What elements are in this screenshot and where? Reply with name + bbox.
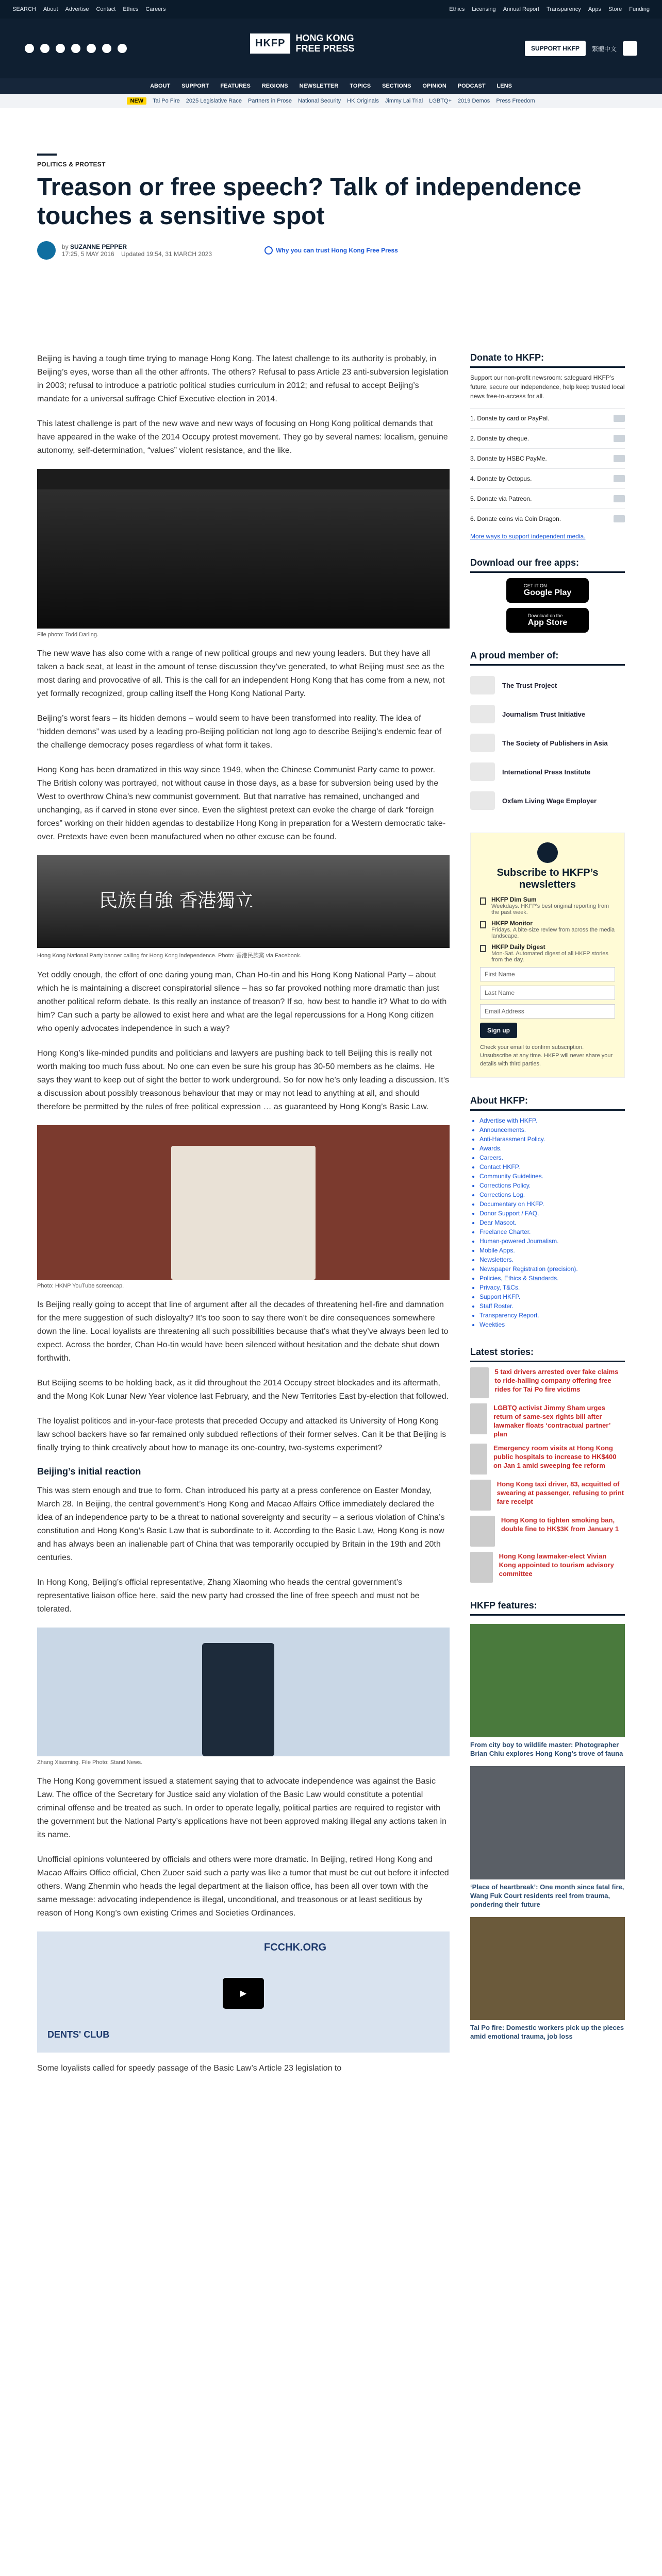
topbar-about[interactable]: About <box>43 6 58 12</box>
article-content <box>37 352 450 2087</box>
nav-about[interactable]: ABOUT <box>150 83 171 89</box>
member-logo <box>470 791 495 810</box>
paragraph: Is Beijing really going to accept that line of argument after all the decades of threatening hell-fire and damnation for the mere suggestion of such disloyalty? It’s too soon to say there won’t be dire consequences somewhere down the line. Local loyalists are threatening all such possibilities because that’s what they’ve always been led to expect. Across the border, Chan Ho-tin would have been silenced without hesitation and the debate shut down forthwith. <box>37 1300 449 1363</box>
member-row[interactable] <box>470 728 625 757</box>
topbar-contact[interactable]: Contact <box>96 6 116 12</box>
trending-item[interactable]: 2019 Demos <box>457 98 490 104</box>
story-thumbnail <box>470 1480 491 1511</box>
brand-line-2: FREE PRESS <box>295 43 355 54</box>
donate-label: 6. Donate coins via Coin Dragon. <box>470 515 561 522</box>
nav-newsletter[interactable]: NEWSLETTER <box>299 83 339 89</box>
section-label[interactable]: POLITICS & PROTEST <box>37 161 106 168</box>
donate-label: 2. Donate by cheque. <box>470 435 529 442</box>
story-title[interactable]: 5 taxi drivers arrested over fake claims to ride-hailing company offering free rides for Tai Po fire victims <box>494 1368 619 1393</box>
story-item[interactable] <box>470 1367 625 1398</box>
member-row[interactable] <box>470 757 625 786</box>
checkbox[interactable] <box>480 945 486 952</box>
date-published: 17:25, 5 MAY 2016 <box>62 250 114 258</box>
topbar-search[interactable]: SEARCH <box>12 6 36 12</box>
member-logo <box>470 762 495 781</box>
last-name-field[interactable]: Last Name <box>480 986 615 1000</box>
member-row[interactable] <box>470 786 625 815</box>
photo-zhang <box>37 1628 450 1756</box>
dates <box>62 250 212 258</box>
member-row[interactable] <box>470 700 625 728</box>
trending-item[interactable]: LGBTQ+ <box>429 98 452 104</box>
donate-row[interactable] <box>470 408 625 428</box>
figure <box>37 1628 450 1766</box>
donate-row[interactable] <box>470 488 625 509</box>
about-item[interactable]: • Privacy, T&Cs. <box>479 1283 625 1292</box>
fcc-side: DENTS' CLUB <box>47 2029 110 2040</box>
story-item[interactable] <box>470 1444 625 1475</box>
paragraph: The Hong Kong government issued a statement saying that to advocate independence was against the Basic Law. The office of the Secretary for Justice said any violation of the Basic Law would constitute a potential criminal offense and be treated as such. In order to operate legally, political parties are required to register with the government but the National Party’s applications have not been approved making illegal any actions taken in its name. <box>37 1777 446 1839</box>
trending-item[interactable]: Partners in Prose <box>247 98 292 104</box>
why-trust-link[interactable] <box>264 246 398 255</box>
paragraph: Beijing’s worst fears – its hidden demons – would seem to have been transformed into reality. The idea of “hidden demons” was used by a leading pro-Beijing politician not long ago to describe Beijing’s endemic fear of the challenge democracy poses regardless of what form it takes. <box>37 714 442 750</box>
hkfp-logo[interactable]: HKFP <box>250 33 290 54</box>
site-header <box>0 19 662 78</box>
story-item[interactable] <box>470 1552 625 1583</box>
play-icon[interactable]: ▶ <box>223 1978 264 2009</box>
top-left-links <box>12 6 166 12</box>
top-right-links <box>449 6 650 12</box>
nav-opinion[interactable]: OPINION <box>422 83 446 89</box>
checkbox[interactable] <box>480 921 486 928</box>
youtube-icon[interactable] <box>87 44 96 53</box>
option-desc: Weekdays. HKFP’s best original reporting from the past week. <box>491 903 609 916</box>
features-block <box>470 1600 625 2041</box>
paragraph: Hong Kong’s like-minded pundits and politicians and lawyers are pushing back to tell Beijing this is really not worth making too much fuss about. No one can even be sure his group has 30-50 members as he claims. He says they want to keep out of sight the better to work underground. So for now he’s only leading a discussion. It’s a discussion about possibly treasonous behaviour that may or may not lead to anything at all, and should therefore be permitted by the rules of free political expression … as guaranteed by Hong Kong’s Basic Law. <box>37 1049 449 1111</box>
member-name: International Press Institute <box>502 768 591 776</box>
about-item[interactable]: • Contact HKFP. <box>479 1162 625 1172</box>
about-list <box>470 1116 625 1329</box>
sidebar <box>470 352 625 2058</box>
about-item[interactable]: • Mobile Apps. <box>479 1246 625 1255</box>
donate-more-link[interactable]: More ways to support independent media. <box>470 533 586 540</box>
about-item[interactable]: • Support HKFP. <box>479 1292 625 1301</box>
member-name: The Trust Project <box>502 681 557 689</box>
member-block <box>470 650 625 815</box>
about-item[interactable]: • Anti-Harassment Policy. <box>479 1134 625 1144</box>
photo-video-still <box>37 1125 450 1280</box>
newsletter-block <box>470 833 625 1078</box>
paragraph: Yet oddly enough, the effort of one daring young man, Chan Ho-tin and his Hong Kong National Party – about which he is maintaining a discreet conspiratorial silence – has so far provoked nothing more dramatic than just another political reform debate. Is this really an instance of treason? If so, how best to handle it? What to do with him? Can such a party be allowed to exist here and what are the legal repercussions for a Hong Kong citizen who openly advocates independence in such a way? <box>37 971 447 1033</box>
newsletter-title: Subscribe to HKFP’s newsletters <box>496 867 599 890</box>
payme-icon <box>614 455 625 462</box>
topbar-store[interactable]: Store <box>608 6 622 12</box>
cheque-icon <box>614 435 625 442</box>
paragraph: This latest challenge is part of the new wave and new ways of focusing on Hong Kong political demands that have appeared in the wake of the 2014 Occupy protest movement. They go by several names: localism, genuine autonomy, self-determination, “values” violent resistance, and the like. <box>37 419 448 455</box>
social-links <box>25 44 127 53</box>
as-small: Download on the <box>527 613 563 618</box>
new-badge: NEW <box>127 97 146 105</box>
nav-sections[interactable]: SECTIONS <box>382 83 411 89</box>
app-store-badge[interactable] <box>506 608 589 633</box>
feature-title[interactable]: ‘Place of heartbreak’: One month since fatal fire, Wang Fuk Court residents reel from trauma, pondering their future <box>470 1883 624 1908</box>
author-name[interactable]: SUZANNE PEPPER <box>70 243 127 250</box>
first-name-field[interactable]: First Name <box>480 967 615 981</box>
about-item[interactable]: • Staff Roster. <box>479 1301 625 1311</box>
apps-block <box>470 557 625 633</box>
paragraph: Beijing is having a tough time trying to manage Hong Kong. The latest challenge to its authority is probably, in Beijing’s eyes, worse than all the other affronts. The others? Refusal to pass Article 23 anti-subversion legislation in 2003; refusal to introduce a patriotic political studies curriculum in 2012; and refusal to accept Beijing’s mandate for a universal suffrage Chief Executive election in 2014. <box>37 354 449 403</box>
topbar-funding[interactable]: Funding <box>629 6 650 12</box>
nav-podcast[interactable]: PODCAST <box>457 83 486 89</box>
nav-lens[interactable]: LENS <box>496 83 512 89</box>
trending-item[interactable]: National Security <box>297 98 341 104</box>
latest-block <box>470 1347 625 1583</box>
photo-protest <box>37 469 450 629</box>
paragraph: Hong Kong has been dramatized in this way since 1949, when the Chinese Communist Party came to power. The British colony was portrayed, not without cause in those days, as a base for subversion being used by the West to overthrow China’s new communist government. But that narrative has remained, unchanged and unchanging, as if carved in stone ever since. Even the slightest pretext can evoke the charge of dark “foreign forces” working on their hidden agendas to destabilize Hong Kong in preparation for a Western democratic take-over. Pretexts have even been manufactured when no other excuse can be found. <box>37 766 446 841</box>
story-thumbnail <box>470 1516 495 1547</box>
donate-label: 5. Donate via Patreon. <box>470 495 532 502</box>
about-item[interactable]: • Newspaper Registration (precision). <box>479 1264 625 1274</box>
about-block <box>470 1095 625 1329</box>
card-icon <box>614 415 625 422</box>
top-utility-bar <box>0 0 662 19</box>
google-play-badge[interactable] <box>506 578 589 603</box>
feature-item[interactable] <box>470 1624 625 1758</box>
video-thumbnail[interactable] <box>37 1931 450 2053</box>
caption: Hong Kong National Party banner calling for Hong Kong independence. Photo: 香港民族黨 via Facebook. <box>37 953 302 959</box>
about-item[interactable]: • Corrections Log. <box>479 1190 625 1199</box>
donate-label: 4. Donate by Octopus. <box>470 475 532 482</box>
feature-item[interactable] <box>470 1917 625 2041</box>
date-updated: Updated 19:54, 31 MARCH 2023 <box>121 250 212 258</box>
topbar-transparency[interactable]: Transparency <box>547 6 581 12</box>
donate-label: 3. Donate by HSBC PayMe. <box>470 455 547 462</box>
donate-row[interactable] <box>470 468 625 488</box>
signup-button[interactable]: Sign up <box>480 1023 517 1038</box>
coin-icon <box>614 515 625 522</box>
checkbox[interactable] <box>480 897 486 905</box>
byline <box>37 241 625 260</box>
nav-topics[interactable]: TOPICS <box>350 83 371 89</box>
story-title[interactable]: LGBTQ activist Jimmy Sham urges return of same-sex rights bill after lawmaker floats ‘contractual partner’ plan <box>493 1404 610 1438</box>
subhead: Beijing’s initial reaction <box>37 1466 141 1477</box>
section-bar <box>37 154 57 156</box>
video-figure <box>37 1931 450 2053</box>
caption: Photo: HKNP YouTube screencap. <box>37 1283 124 1289</box>
hkfp-logo-small <box>537 842 558 863</box>
linkedin-icon[interactable] <box>102 44 111 53</box>
member-name: Journalism Trust Initiative <box>502 710 586 718</box>
header-right <box>525 41 637 56</box>
article-title: Treason or free speech? Talk of independence touches a sensitive spot <box>37 174 582 230</box>
paragraph: The loyalist politicos and in-your-face protests that preceded Occupy and attacked its University of Hong Kong law school backers have so far remained only subdued reflections of their former selves. Can it be that Beijing is finally trying to think creatively about how to manage its one-country, two-systems experiment? <box>37 1417 446 1452</box>
trending-item[interactable]: Press Freedom <box>496 98 535 104</box>
topbar-annual-report[interactable]: Annual Report <box>503 6 540 12</box>
about-item[interactable]: • Donor Support / FAQ. <box>479 1209 625 1218</box>
story-title[interactable]: Hong Kong lawmaker-elect Vivian Kong appointed to tourism advisory committee <box>499 1552 614 1578</box>
member-row[interactable] <box>470 671 625 700</box>
member-name: Oxfam Living Wage Employer <box>502 796 597 805</box>
about-item[interactable]: • Newsletters. <box>479 1255 625 1264</box>
member-logo <box>470 705 495 723</box>
support-hkfp-button[interactable]: SUPPORT HKFP <box>525 41 586 56</box>
main-nav <box>0 78 662 94</box>
avatar <box>37 241 56 260</box>
feature-image <box>470 1917 625 2020</box>
threads-icon[interactable] <box>71 44 80 53</box>
gp-big: Google Play <box>523 588 572 597</box>
feature-item[interactable] <box>470 1766 625 1909</box>
story-item[interactable] <box>470 1516 625 1547</box>
newsletter-option[interactable] <box>480 896 615 916</box>
trending-bar <box>0 94 662 108</box>
paragraph: In Hong Kong, Beijing’s official representative, Zhang Xiaoming who heads the central government’s representative liaison office here, said the new party had crossed the line of free speech and must not be tolerated. <box>37 1578 420 1614</box>
newsletter-option[interactable] <box>480 920 615 939</box>
email-field[interactable]: Email Address <box>480 1004 615 1019</box>
photo-banner <box>37 855 450 948</box>
member-title: A proud member of: <box>470 650 625 666</box>
newsletter-option[interactable] <box>480 943 615 963</box>
language-switch[interactable]: 繁體中文 <box>591 45 617 53</box>
octopus-icon <box>614 475 625 482</box>
about-item[interactable]: • Advertise with HKFP. <box>479 1116 625 1125</box>
why-trust-label: Why you can trust Hong Kong Free Press <box>276 247 398 254</box>
paragraph: This was stern enough and true to form. Chan introduced his party at a press conference on Easter Monday, March 28. In Beijing, the central government’s Hong Kong and Macao Affairs Office immediately declared the idea of an independence party to be a threat to national sovereignty and security – a serious violation of China’s constitution and Hong Kong’s Basic Law that is subordinate to it. According to the Basic Law, Hong Kong is now and has always been an inalienable part of China that was temporarily occupied by Britain in the 19th and 20th centuries. <box>37 1486 445 1562</box>
patreon-icon <box>614 495 625 502</box>
story-item[interactable] <box>470 1403 625 1438</box>
topbar-ethics[interactable]: Ethics <box>449 6 465 12</box>
story-title[interactable]: Hong Kong to tighten smoking ban, double fine to HK$3K from January 1 <box>501 1516 619 1533</box>
caption: File photo: Todd Darling. <box>37 632 99 638</box>
nav-support[interactable]: SUPPORT <box>181 83 209 89</box>
option-desc: Mon-Sat. Automated digest of all HKFP stories from the day. <box>491 951 608 963</box>
facebook-icon[interactable] <box>25 44 34 53</box>
fcc-text: FCCHK.ORG <box>264 1942 327 1953</box>
member-logo <box>470 734 495 752</box>
figure <box>37 855 450 959</box>
donate-row[interactable] <box>470 428 625 448</box>
paragraph: Unofficial opinions volunteered by officials and others were more dramatic. In Beijing, retired Hong Kong and Macao Affairs Office official, Chen Zuoer said such a party was like a tumor that must be cut out before it infected others. Wang Zhenmin who heads the legal department at the liaison office, has been all over town with the same message: advocating independence is illegal, unconditional, and treasonous or at least seditious by reason of Hong Kong’s own existing Crimes and Societies Ordinances. <box>37 1855 449 1918</box>
trending-item[interactable]: Jimmy Lai Trial <box>385 98 423 104</box>
feature-image <box>470 1624 625 1737</box>
about-item[interactable]: • Transparency Report. <box>479 1311 625 1320</box>
about-item[interactable]: • Community Guidelines. <box>479 1172 625 1181</box>
topbar-apps[interactable]: Apps <box>588 6 601 12</box>
topbar-licensing[interactable]: Licensing <box>472 6 496 12</box>
about-item[interactable]: • Documentary on HKFP. <box>479 1199 625 1209</box>
as-big: App Store <box>527 618 568 627</box>
support-text: Support our non-profit newsroom: safeguard HKFP’s future, secure our independence, help keep trusted local news free-to-access for all. <box>470 374 625 400</box>
story-title[interactable]: Emergency room visits at Hong Kong public hospitals to increase to HK$400 on Jan 1 amid sweeping fee reform <box>493 1444 617 1469</box>
about-item[interactable]: • Freelance Charter. <box>479 1227 625 1236</box>
donate-label: 1. Donate by card or PayPal. <box>470 415 550 422</box>
story-item[interactable] <box>470 1480 625 1511</box>
trending-item[interactable]: 2025 Legislative Race <box>186 98 242 104</box>
donate-row[interactable] <box>470 509 625 529</box>
about-item[interactable]: • Weekties <box>479 1320 625 1329</box>
about-item[interactable]: • Awards. <box>479 1144 625 1153</box>
instagram-icon[interactable] <box>56 44 65 53</box>
gp-small: GET IT ON <box>523 583 547 588</box>
info-icon <box>264 246 273 255</box>
nav-regions[interactable]: REGIONS <box>261 83 288 89</box>
topbar-advertise[interactable]: Advertise <box>65 6 89 12</box>
option-desc: Fridays. A bite-size review from across the media landscape. <box>491 927 615 939</box>
telegram-icon[interactable] <box>118 44 127 53</box>
story-title[interactable]: Hong Kong taxi driver, 83, acquitted of swearing at passenger, refusing to print fare receipt <box>496 1480 624 1505</box>
feature-title[interactable]: Tai Po fire: Domestic workers pick up the pieces amid emotional trauma, job loss <box>470 2024 624 2040</box>
x-icon[interactable] <box>40 44 49 53</box>
member-logo <box>470 676 495 694</box>
about-item[interactable]: • Policies, Ethics & Standards. <box>479 1274 625 1283</box>
author: by SUZANNE PEPPER <box>62 243 127 250</box>
paragraph: But Beijing seems to be holding back, as it did throughout the 2014 Occupy street blockades and its aftermath, and the Mong Kok Lunar New Year violence last February, and the New Territories East by-election that followed. <box>37 1379 449 1401</box>
brand-line-1: HONG KONG <box>295 33 354 43</box>
option-label: HKFP Monitor <box>491 920 533 927</box>
figure <box>37 1125 450 1289</box>
figure <box>37 469 450 638</box>
feature-image <box>470 1766 625 1879</box>
option-label: HKFP Daily Digest <box>491 943 545 951</box>
donate-title: Donate to HKFP: <box>470 352 625 368</box>
nav-features[interactable]: FEATURES <box>220 83 251 89</box>
search-icon[interactable] <box>623 41 637 56</box>
story-thumbnail <box>470 1403 487 1434</box>
article-header <box>37 154 625 260</box>
about-item[interactable]: • Careers. <box>479 1153 625 1162</box>
paragraph: The new wave has also come with a range of new political groups and new young leaders. But they have all taken a back seat, at least in the amount of tense discussion they’ve generated, to what Beijing must see as the most daring and provocative of all. This is the call for an independent Hong Kong that has come from a new, not yet formally recognized, group calling itself the Hong Kong National Party. <box>37 649 445 698</box>
about-title: About HKFP: <box>470 1095 625 1111</box>
caption: Zhang Xiaoming. File Photo: Stand News. <box>37 1759 143 1766</box>
about-item[interactable]: • Dear Mascot. <box>479 1218 625 1227</box>
brand-text <box>295 33 354 54</box>
option-label: HKFP Dim Sum <box>491 896 537 903</box>
about-item[interactable]: • Corrections Policy. <box>479 1181 625 1190</box>
topbar-ethics-left[interactable]: Ethics <box>123 6 139 12</box>
apps-title: Download our free apps: <box>470 557 625 573</box>
feature-title[interactable]: From city boy to wildlife master: Photographer Brian Chiu explores Hong Kong’s trove of fauna <box>470 1741 623 1757</box>
features-title: HKFP features: <box>470 1600 625 1616</box>
about-item[interactable]: • Announcements. <box>479 1125 625 1134</box>
story-thumbnail <box>470 1552 493 1583</box>
banner-text: 民族自強 香港獨立 <box>99 890 254 911</box>
donate-block <box>470 352 625 540</box>
photo-fill <box>202 1643 274 1756</box>
paragraph: Some loyalists called for speedy passage of the Basic Law’s Article 23 legislation to <box>37 2064 342 2073</box>
trending-item[interactable]: Tai Po Fire <box>153 98 180 104</box>
story-thumbnail <box>470 1444 487 1475</box>
brand[interactable] <box>250 33 354 54</box>
about-item[interactable]: • Human-powered Journalism. <box>479 1236 625 1246</box>
trending-item[interactable]: HK Originals <box>347 98 379 104</box>
latest-title: Latest stories: <box>470 1347 625 1362</box>
story-thumbnail <box>470 1367 489 1398</box>
newsletter-note: Check your email to confirm subscription. Unsubscribe at any time. HKFP will never share your details with third parties. <box>480 1044 613 1067</box>
photo-fill <box>37 489 450 629</box>
topbar-careers[interactable]: Careers <box>145 6 166 12</box>
photo-fill <box>171 1146 316 1280</box>
donate-row[interactable] <box>470 448 625 468</box>
member-name: The Society of Publishers in Asia <box>502 739 608 747</box>
